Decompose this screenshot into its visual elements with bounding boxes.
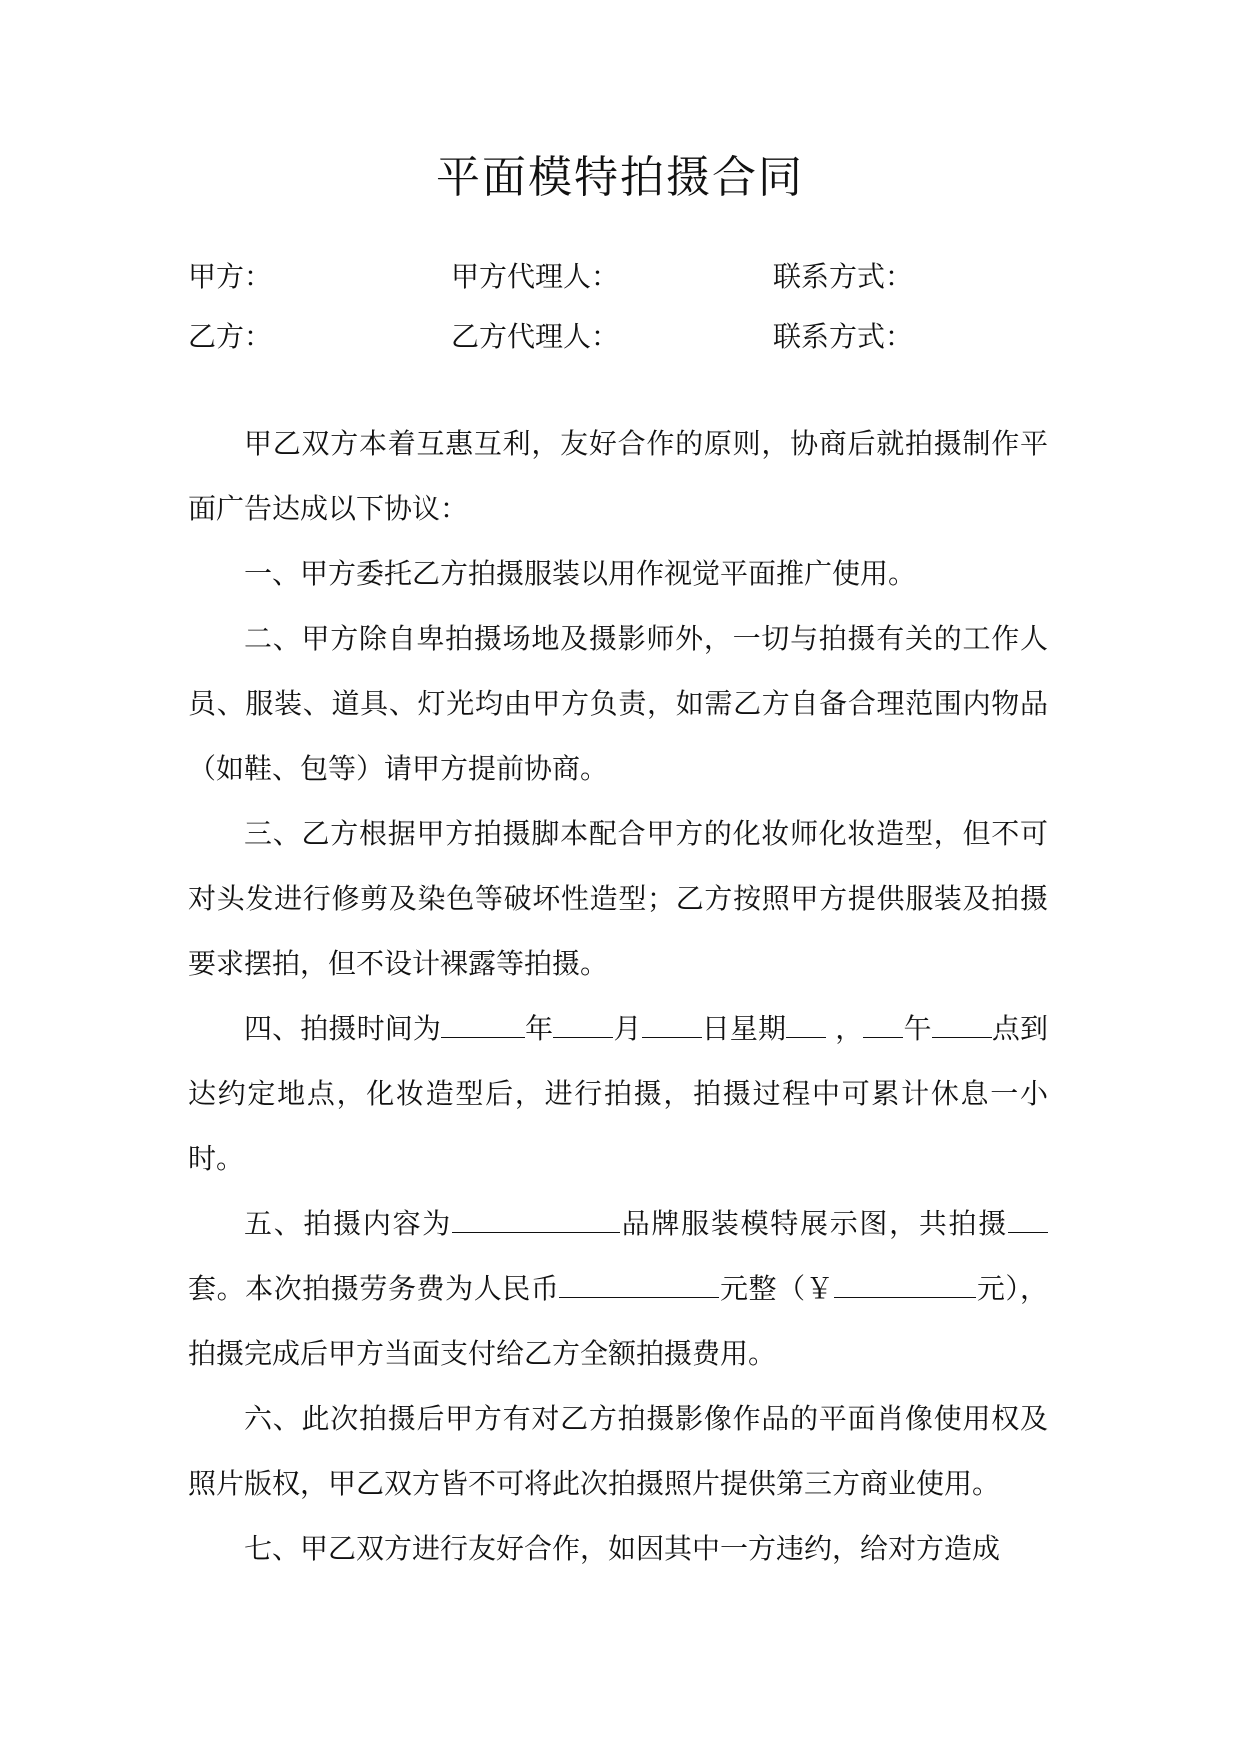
day-blank [642, 1003, 702, 1038]
clause-5-text-3: 套。本次拍摄劳务费为人民币 [188, 1272, 560, 1305]
clause-5-text-5: 元），拍摄完成后甲方当面支付给乙方全额拍摄费用。 [188, 1272, 1048, 1370]
party-b-row [188, 312, 1068, 362]
hour-blank [932, 1003, 992, 1038]
party-a-row [188, 252, 1068, 302]
clause-5-text-4: 元整（￥ [719, 1272, 835, 1305]
clause-5-text-2: 品牌服装模特展示图，共拍摄 [620, 1207, 1008, 1240]
clause-5-text-1: 五、拍摄内容为 [244, 1207, 452, 1240]
clause-4 [188, 996, 1048, 1191]
weekday-blank [786, 1003, 826, 1038]
clause-2: 二、甲方除自卑拍摄场地及摄影师外，一切与拍摄有关的工作人员、服装、道具、灯光均由甲方负责，如需乙方自备合理范围内物品（如鞋、包等）请甲方提前协商。 [188, 622, 1048, 785]
clause-4-text-4: 日星期 [701, 1012, 787, 1045]
party-b-contact-label: 联系方式： [773, 320, 914, 353]
am-pm-blank [863, 1003, 903, 1038]
party-a-agent-label: 甲方代理人： [451, 260, 620, 293]
sets-blank [1008, 1198, 1048, 1233]
clause-3: 三、乙方根据甲方拍摄脚本配合甲方的化妆师化妆造型，但不可对头发进行修剪及染色等破坏性造型；乙方按照甲方提供服装及拍摄要求摆拍，但不设计裸露等拍摄。 [188, 817, 1048, 980]
clause-4-text-6: 午 [903, 1012, 932, 1045]
clause-4-text-3: 月 [613, 1012, 642, 1045]
year-blank [441, 1003, 525, 1038]
clause-7: 七、甲乙双方进行友好合作，如因其中一方违约，给对方造成 [244, 1532, 1001, 1565]
clause-4-text-2: 年 [525, 1012, 554, 1045]
clause-4-text-5: ， [826, 1012, 864, 1045]
clause-4-text-7: 点到达约定地点，化妆造型后，进行拍摄，拍摄过程中可累计休息一小时。 [188, 1012, 1048, 1175]
clause-4-text-1: 四、拍摄时间为 [244, 1012, 442, 1045]
party-b-agent-label: 乙方代理人： [451, 320, 620, 353]
document-title: 平面模特拍摄合同 [436, 152, 804, 203]
fee-amount-blank [834, 1263, 976, 1298]
clause-6: 六、此次拍摄后甲方有对乙方拍摄影像作品的平面肖像使用权及照片版权，甲乙双方皆不可将此次拍摄照片提供第三方商业使用。 [188, 1402, 1048, 1500]
content-blank [452, 1198, 620, 1233]
fee-words-blank [559, 1263, 719, 1298]
clause-5 [188, 1191, 1048, 1386]
party-b-label: 乙方： [188, 320, 273, 353]
party-a-label: 甲方： [188, 260, 273, 293]
month-blank [553, 1003, 613, 1038]
clause-1: 一、甲方委托乙方拍摄服装以用作视觉平面推广使用。 [244, 557, 917, 590]
intro-paragraph: 甲乙双方本着互惠互利，友好合作的原则，协商后就拍摄制作平面广告达成以下协议： [188, 427, 1048, 525]
contract-body [188, 411, 1048, 1581]
party-a-contact-label: 联系方式： [773, 260, 914, 293]
